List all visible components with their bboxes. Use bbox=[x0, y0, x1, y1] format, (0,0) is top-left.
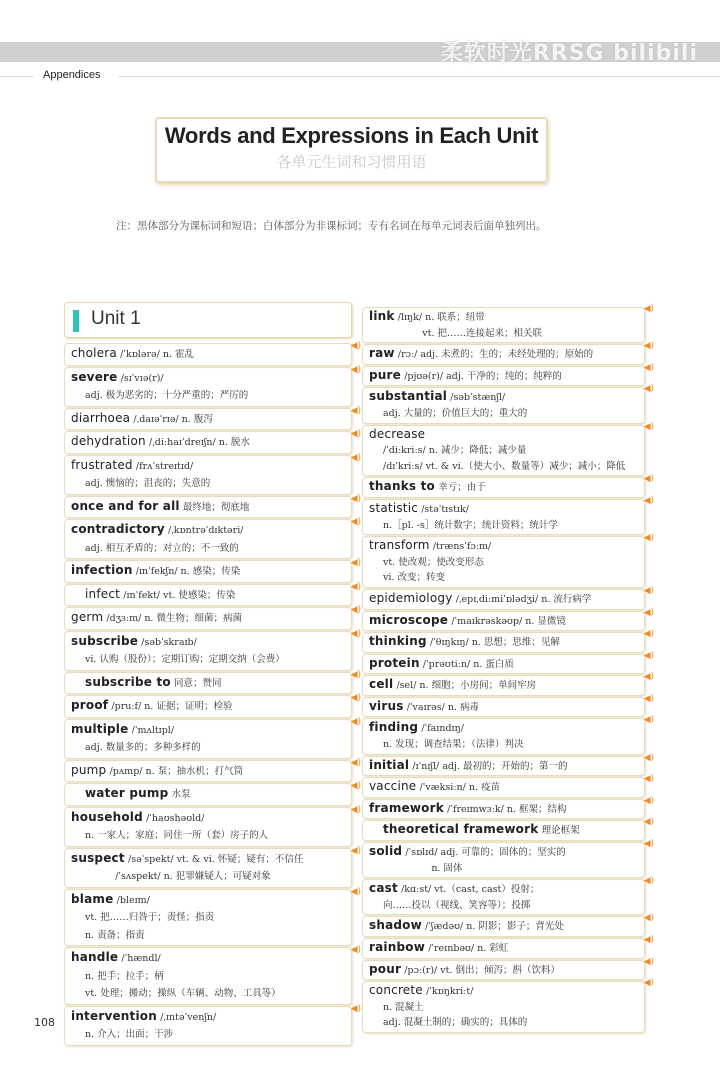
vocab-definition: /ɪnˈfekt/ vt. 使感染；传染 bbox=[123, 589, 236, 601]
speaker-icon[interactable]: ◀) bbox=[643, 715, 654, 726]
vocab-entry bbox=[362, 607, 654, 632]
vocab-word: cholera bbox=[71, 346, 117, 360]
vocab-definition: /ˈkɒŋkriːt/ bbox=[426, 986, 474, 998]
vocab-definition: /ˈkɒlərə/ n. 霍乱 bbox=[120, 349, 194, 360]
vocab-entry bbox=[362, 978, 654, 1033]
speaker-icon[interactable]: ◀) bbox=[643, 629, 654, 640]
vocab-entry bbox=[362, 752, 654, 777]
vocab-word: rainbow bbox=[369, 940, 425, 954]
vocab-definition: /pjʊə(r)/ adj. 干净的；纯的；纯粹的 bbox=[404, 370, 562, 382]
vocab-word: water pump bbox=[85, 786, 169, 800]
vocab-word: blame bbox=[71, 891, 114, 906]
speaker-icon[interactable]: ◀) bbox=[643, 304, 654, 314]
vocab-word: proof bbox=[71, 698, 109, 712]
vocab-definition: /ˈfreɪmwɜːk/ n. 框架；结构 bbox=[447, 803, 567, 815]
vocab-entry bbox=[362, 839, 654, 878]
vocab-definition: 同意；赞同 bbox=[174, 677, 222, 689]
vocab-definition: /ˌdaɪəˈrɪə/ n. 腹泻 bbox=[133, 413, 213, 425]
speaker-icon[interactable]: ◀) bbox=[643, 585, 654, 596]
vocab-word: severe bbox=[71, 369, 118, 384]
vocab-word: contradictory bbox=[71, 522, 165, 536]
vocab-entry bbox=[64, 886, 361, 947]
vocab-entry bbox=[362, 672, 654, 696]
vocab-entry bbox=[64, 429, 361, 454]
vocab-word: initial bbox=[369, 757, 410, 772]
vocab-definition-line: vt. 把……连接起来；相关联 bbox=[383, 327, 542, 339]
vocab-definition: /ˈmaɪkrəskəʊp/ n. 显微镜 bbox=[451, 615, 566, 627]
vocab-word: statistic bbox=[369, 500, 419, 515]
vocab-definition-line: vt. 处理；搬动；操纵（车辆、动物、工具等） bbox=[85, 988, 281, 999]
vocab-word: subscribe to bbox=[85, 674, 171, 689]
vocab-entry bbox=[362, 715, 654, 754]
speaker-icon[interactable]: ◀) bbox=[350, 558, 361, 568]
speaker-icon[interactable]: ◀) bbox=[643, 839, 654, 850]
unit-header bbox=[64, 302, 352, 338]
speaker-icon[interactable]: ◀) bbox=[350, 341, 361, 351]
vocab-definition-line: adj. 数量多的；多种多样的 bbox=[85, 742, 201, 753]
vocab-definition-line: vi. 认购（股份）；定期订购；定期交纳（会费） bbox=[85, 654, 285, 665]
vocab-entry bbox=[64, 452, 361, 495]
page-number: 108 bbox=[34, 1016, 55, 1029]
unit-title: Unit 1 bbox=[91, 308, 141, 329]
vocab-entry bbox=[362, 341, 654, 365]
vocab-entry bbox=[362, 384, 654, 423]
vocab-entry bbox=[64, 781, 361, 806]
vocab-definition: /pruːf/ n. 证据；证明；检验 bbox=[111, 701, 233, 712]
vocab-entry bbox=[64, 628, 361, 671]
page-subtitle: 各单元生词和习惯用语 bbox=[276, 153, 427, 171]
speaker-icon[interactable]: ◀) bbox=[350, 757, 361, 768]
vocab-entry bbox=[64, 364, 361, 407]
vocab-definition-line: /ˈsʌspekt/ n. 犯罪嫌疑人；可疑对象 bbox=[85, 871, 271, 882]
vocab-word: substantial bbox=[369, 389, 448, 404]
vocab-definition-line: n. 介入；出面；干涉 bbox=[85, 1029, 174, 1040]
speaker-icon[interactable]: ◀) bbox=[350, 493, 361, 504]
speaker-icon[interactable]: ◀) bbox=[350, 517, 361, 527]
vocab-definition: /ˌkɒntrəˈdɪktəri/ bbox=[167, 525, 244, 536]
vocab-word: diarrhoea bbox=[71, 410, 131, 425]
vocab-definition: /trænsˈfɔːm/ bbox=[432, 541, 492, 553]
vocab-entry bbox=[362, 795, 654, 820]
vocab-column-right bbox=[362, 304, 654, 1034]
vocab-word: suspect bbox=[71, 850, 125, 865]
vocab-entry bbox=[64, 405, 361, 431]
vocab-entry bbox=[362, 362, 654, 387]
vocab-entry bbox=[64, 493, 361, 519]
speaker-icon[interactable]: ◀) bbox=[643, 533, 654, 544]
vocab-definition: /pʌmp/ n. 泵；抽水机；打气筒 bbox=[109, 765, 244, 777]
vocab-word: decrease bbox=[369, 426, 426, 441]
vocab-definition-line: n. 固体 bbox=[383, 862, 463, 874]
vocab-word: infection bbox=[71, 563, 133, 577]
vocab-definition: /səbˈskraɪb/ bbox=[141, 636, 197, 648]
divider bbox=[0, 76, 34, 77]
vocab-definition: /pɔː(r)/ vt. 倒出；倾泻；斟（饮料） bbox=[404, 964, 560, 976]
vocab-word: household bbox=[71, 809, 143, 824]
vocab-entry bbox=[362, 585, 654, 610]
unit-accent-bar bbox=[73, 310, 79, 332]
vocab-definition: 最终地；彻底地 bbox=[182, 501, 250, 513]
speaker-icon[interactable]: ◀) bbox=[643, 876, 654, 887]
speaker-icon[interactable]: ◀) bbox=[643, 421, 654, 432]
vocab-word: thinking bbox=[369, 634, 427, 649]
vocab-definition-line: n. 混凝土 bbox=[383, 1001, 424, 1013]
vocab-entry bbox=[362, 693, 654, 718]
note: 注：黑体部分为课标词和短语；白体部分为非课标词；专有名词在每单元词表后面单独列出。 bbox=[116, 220, 547, 232]
page-title: Words and Expressions in Each Unit bbox=[164, 123, 539, 148]
vocab-entry bbox=[64, 1003, 361, 1046]
vocab-entry bbox=[64, 804, 361, 847]
vocab-word: protein bbox=[369, 655, 420, 670]
speaker-icon[interactable]: ◀) bbox=[643, 607, 654, 618]
speaker-icon[interactable]: ◀) bbox=[643, 774, 654, 785]
vocab-word: virus bbox=[369, 698, 404, 713]
vocab-word: subscribe bbox=[71, 633, 139, 648]
vocab-definition: /dʒɜːm/ n. 微生物；细菌；病菌 bbox=[106, 613, 242, 624]
speaker-icon[interactable]: ◀) bbox=[350, 605, 361, 615]
vocab-definition: /ˈvæksiːn/ n. 疫苗 bbox=[419, 782, 501, 794]
vocab-definition-line: n. 责备；指责 bbox=[85, 929, 145, 941]
vocab-word: finding bbox=[369, 720, 419, 735]
vocab-definition-line: n. 发现；调查结果；（法律）判决 bbox=[383, 739, 524, 751]
vocab-word: germ bbox=[71, 610, 104, 624]
speaker-icon[interactable]: ◀) bbox=[350, 405, 361, 416]
vocab-entry bbox=[362, 629, 654, 653]
speaker-icon[interactable]: ◀) bbox=[350, 945, 361, 955]
speaker-icon[interactable]: ◀) bbox=[350, 669, 361, 680]
vocab-word: shadow bbox=[369, 918, 422, 933]
vocab-entry bbox=[64, 845, 361, 888]
vocab-word: microscope bbox=[369, 612, 449, 627]
title-box bbox=[155, 117, 548, 183]
vocab-definition: /ˌepɪˌdiːmiˈɒlədʒi/ n. 流行病学 bbox=[455, 593, 592, 605]
watermark: 柔软时光RRSG bilibili bbox=[440, 41, 698, 66]
vocab-definition: /ˈreɪnbəʊ/ n. 彩虹 bbox=[428, 943, 509, 954]
speaker-icon[interactable]: ◀) bbox=[643, 474, 654, 485]
vocab-definition-line: /dɪˈkriːs/ vt. & vi.（使大小、数量等）减少；减小；降低 bbox=[383, 460, 626, 472]
vocab-definition: /ˈvaɪrəs/ n. 病毒 bbox=[406, 701, 480, 713]
vocab-word: thanks to bbox=[369, 479, 436, 494]
speaker-icon[interactable]: ◀) bbox=[643, 672, 654, 683]
vocab-entry bbox=[64, 716, 361, 759]
speaker-icon[interactable]: ◀) bbox=[643, 752, 654, 763]
vocab-entry bbox=[362, 935, 654, 959]
vocab-entry bbox=[64, 517, 361, 559]
vocab-word: solid bbox=[369, 844, 403, 859]
vocab-word: handle bbox=[71, 950, 119, 964]
vocab-definition-line: n. 把手；拉手；柄 bbox=[85, 970, 164, 982]
speaker-icon[interactable]: ◀) bbox=[643, 817, 654, 828]
vocab-definition-line: adj. 极为恶劣的；十分严重的；严厉的 bbox=[85, 390, 249, 401]
vocab-entry bbox=[64, 669, 361, 695]
vocab-definition: /ˈprəʊtiːn/ n. 蛋白质 bbox=[422, 658, 514, 670]
vocab-definition-line: adj. 懊恼的；沮丧的；失意的 bbox=[85, 478, 211, 489]
vocab-definition-line: 向……投以（视线、笑容等）；投掷 bbox=[383, 899, 531, 911]
vocab-definition-line: vi. 改变；转变 bbox=[383, 572, 445, 584]
speaker-icon[interactable]: ◀) bbox=[643, 341, 654, 352]
speaker-icon[interactable]: ◀) bbox=[350, 452, 361, 463]
vocab-definition: /səbˈstænʃl/ bbox=[450, 392, 506, 404]
vocab-definition: /ˌɪntəˈvenʃn/ bbox=[160, 1011, 217, 1023]
vocab-entry bbox=[362, 956, 654, 981]
vocab-word: pure bbox=[369, 367, 401, 382]
vocab-word: raw bbox=[369, 346, 395, 361]
vocab-definition: /ˈfaɪndɪŋ/ bbox=[421, 723, 464, 735]
vocab-word: once and for all bbox=[71, 498, 180, 513]
vocab-definition: /ˈʃædəʊ/ n. 阴影；影子；背光处 bbox=[425, 921, 564, 933]
vocab-definition: 理论框架 bbox=[541, 825, 580, 837]
vocab-entry bbox=[362, 913, 654, 937]
speaker-icon[interactable]: ◀) bbox=[350, 804, 361, 815]
vocab-definition-line: adj. 大量的；价值巨大的；重大的 bbox=[383, 407, 528, 419]
vocab-word: dehydration bbox=[71, 434, 146, 448]
speaker-icon[interactable]: ◀) bbox=[350, 1003, 361, 1014]
vocab-definition-line: n.［pl. -s］统计数字；统计资料；统计学 bbox=[383, 519, 558, 531]
speaker-icon[interactable]: ◀) bbox=[350, 628, 361, 639]
vocab-word: concrete bbox=[369, 983, 423, 998]
vocab-definition: /sel/ n. 细胞；小房间；单间牢房 bbox=[396, 680, 537, 692]
vocab-definition: /ˈsɒlɪd/ adj. 可靠的；固体的；坚实的 bbox=[405, 847, 566, 859]
vocab-word: vaccine bbox=[369, 779, 417, 794]
speaker-icon[interactable]: ◀) bbox=[643, 362, 654, 373]
vocab-word: link bbox=[369, 309, 395, 323]
vocab-entry bbox=[362, 533, 654, 588]
vocab-entry bbox=[64, 558, 361, 583]
vocab-word: intervention bbox=[71, 1008, 157, 1023]
vocab-definition: /stəˈtɪstɪk/ bbox=[421, 503, 469, 515]
speaker-icon[interactable]: ◀) bbox=[350, 716, 361, 727]
vocab-definition: /ˌdiːhaɪˈdreɪʃn/ n. 脱水 bbox=[149, 437, 250, 448]
vocab-definition: 水泵 bbox=[171, 789, 191, 800]
vocab-definition-line: vt. 使改观；使改变形态 bbox=[383, 556, 484, 568]
vocab-word: cell bbox=[369, 677, 394, 692]
vocab-word: framework bbox=[369, 800, 444, 815]
speaker-icon[interactable]: ◀) bbox=[350, 845, 361, 856]
vocab-definition: /lɪŋk/ n. 联系；纽带 bbox=[397, 312, 485, 323]
vocab-entry bbox=[362, 304, 654, 343]
vocab-entry bbox=[64, 945, 361, 1005]
speaker-icon[interactable]: ◀) bbox=[350, 364, 361, 375]
vocab-definition: /ˈmʌltɪpl/ bbox=[131, 724, 175, 736]
vocab-definition-line: adj. 相互矛盾的；对立的；不一致的 bbox=[85, 542, 239, 554]
speaker-icon[interactable]: ◀) bbox=[643, 956, 654, 967]
vocab-definition-line: n. 一家人；家庭；同住一所（套）房子的人 bbox=[85, 830, 269, 841]
vocab-word: epidemiology bbox=[369, 590, 453, 605]
divider bbox=[118, 76, 720, 77]
speaker-icon[interactable]: ◀) bbox=[643, 978, 654, 989]
vocab-definition: /rɔː/ adj. 未煮的；生的；未经处理的；原始的 bbox=[397, 349, 594, 361]
vocab-definition: /bleɪm/ bbox=[116, 894, 150, 906]
speaker-icon[interactable]: ◀) bbox=[643, 495, 654, 506]
vocab-entry bbox=[362, 650, 654, 675]
vocab-definition-line: /ˈdiːkriːs/ n. 减少；降低；减少量 bbox=[383, 445, 527, 457]
vocab-word: frustrated bbox=[71, 457, 133, 472]
vocab-definition: /ɪnˈfekʃn/ n. 感染；传染 bbox=[135, 566, 241, 577]
vocab-definition: /kɑːst/ vt.（cast, cast）投射； bbox=[401, 884, 540, 896]
vocab-definition-line: vt. 把……归咎于；责怪；指责 bbox=[85, 912, 215, 923]
vocab-entry bbox=[362, 421, 654, 477]
vocab-entry bbox=[64, 605, 361, 630]
vocab-word: transform bbox=[369, 538, 430, 553]
vocab-definition: /ɪˈnɪʃl/ adj. 最初的；开始的；第一的 bbox=[412, 760, 568, 772]
vocab-definition: 幸亏；由于 bbox=[438, 482, 486, 494]
vocab-word: theoretical framework bbox=[383, 822, 539, 837]
vocab-entry bbox=[362, 474, 654, 498]
vocab-word: multiple bbox=[71, 721, 129, 736]
speaker-icon[interactable]: ◀) bbox=[350, 581, 361, 592]
vocab-entry bbox=[64, 581, 361, 607]
vocab-definition: /səˈspekt/ vt. & vi. 怀疑；疑有；不信任 bbox=[128, 853, 304, 865]
vocab-entry bbox=[64, 757, 361, 783]
speaker-icon[interactable]: ◀) bbox=[643, 650, 654, 661]
speaker-icon[interactable]: ◀) bbox=[350, 781, 361, 791]
speaker-icon[interactable]: ◀) bbox=[350, 429, 361, 439]
vocab-entry bbox=[64, 341, 361, 366]
vocab-word: infect bbox=[85, 586, 121, 601]
vocab-word: pump bbox=[71, 762, 107, 777]
vocab-entry bbox=[362, 495, 654, 535]
vocab-definition: /frʌˈstreɪtɪd/ bbox=[135, 460, 194, 472]
speaker-icon[interactable]: ◀) bbox=[643, 913, 654, 924]
vocab-definition: /sɪˈvɪə(r)/ bbox=[120, 372, 164, 384]
speaker-icon[interactable]: ◀) bbox=[643, 384, 654, 395]
speaker-icon[interactable]: ◀) bbox=[643, 935, 654, 945]
vocab-column-left bbox=[64, 341, 361, 1047]
vocab-entry bbox=[362, 876, 654, 915]
vocab-entry bbox=[362, 774, 654, 798]
vocab-definition: /ˈhaʊshəʊld/ bbox=[146, 812, 205, 824]
speaker-icon[interactable]: ◀) bbox=[643, 795, 654, 806]
speaker-icon[interactable]: ◀) bbox=[350, 693, 361, 703]
vocab-entry bbox=[64, 693, 361, 718]
vocab-word: cast bbox=[369, 881, 398, 896]
vocab-word: pour bbox=[369, 961, 402, 976]
section-label: Appendices bbox=[43, 69, 101, 81]
speaker-icon[interactable]: ◀) bbox=[350, 886, 361, 897]
vocab-definition: /ˈhændl/ bbox=[121, 953, 161, 964]
vocab-entry bbox=[362, 817, 654, 841]
vocab-definition: /ˈθɪŋkɪŋ/ n. 思想；思维；见解 bbox=[429, 637, 560, 649]
speaker-icon[interactable]: ◀) bbox=[643, 693, 654, 704]
vocab-definition-line: adj. 混凝土制的；确实的；具体的 bbox=[383, 1017, 528, 1029]
